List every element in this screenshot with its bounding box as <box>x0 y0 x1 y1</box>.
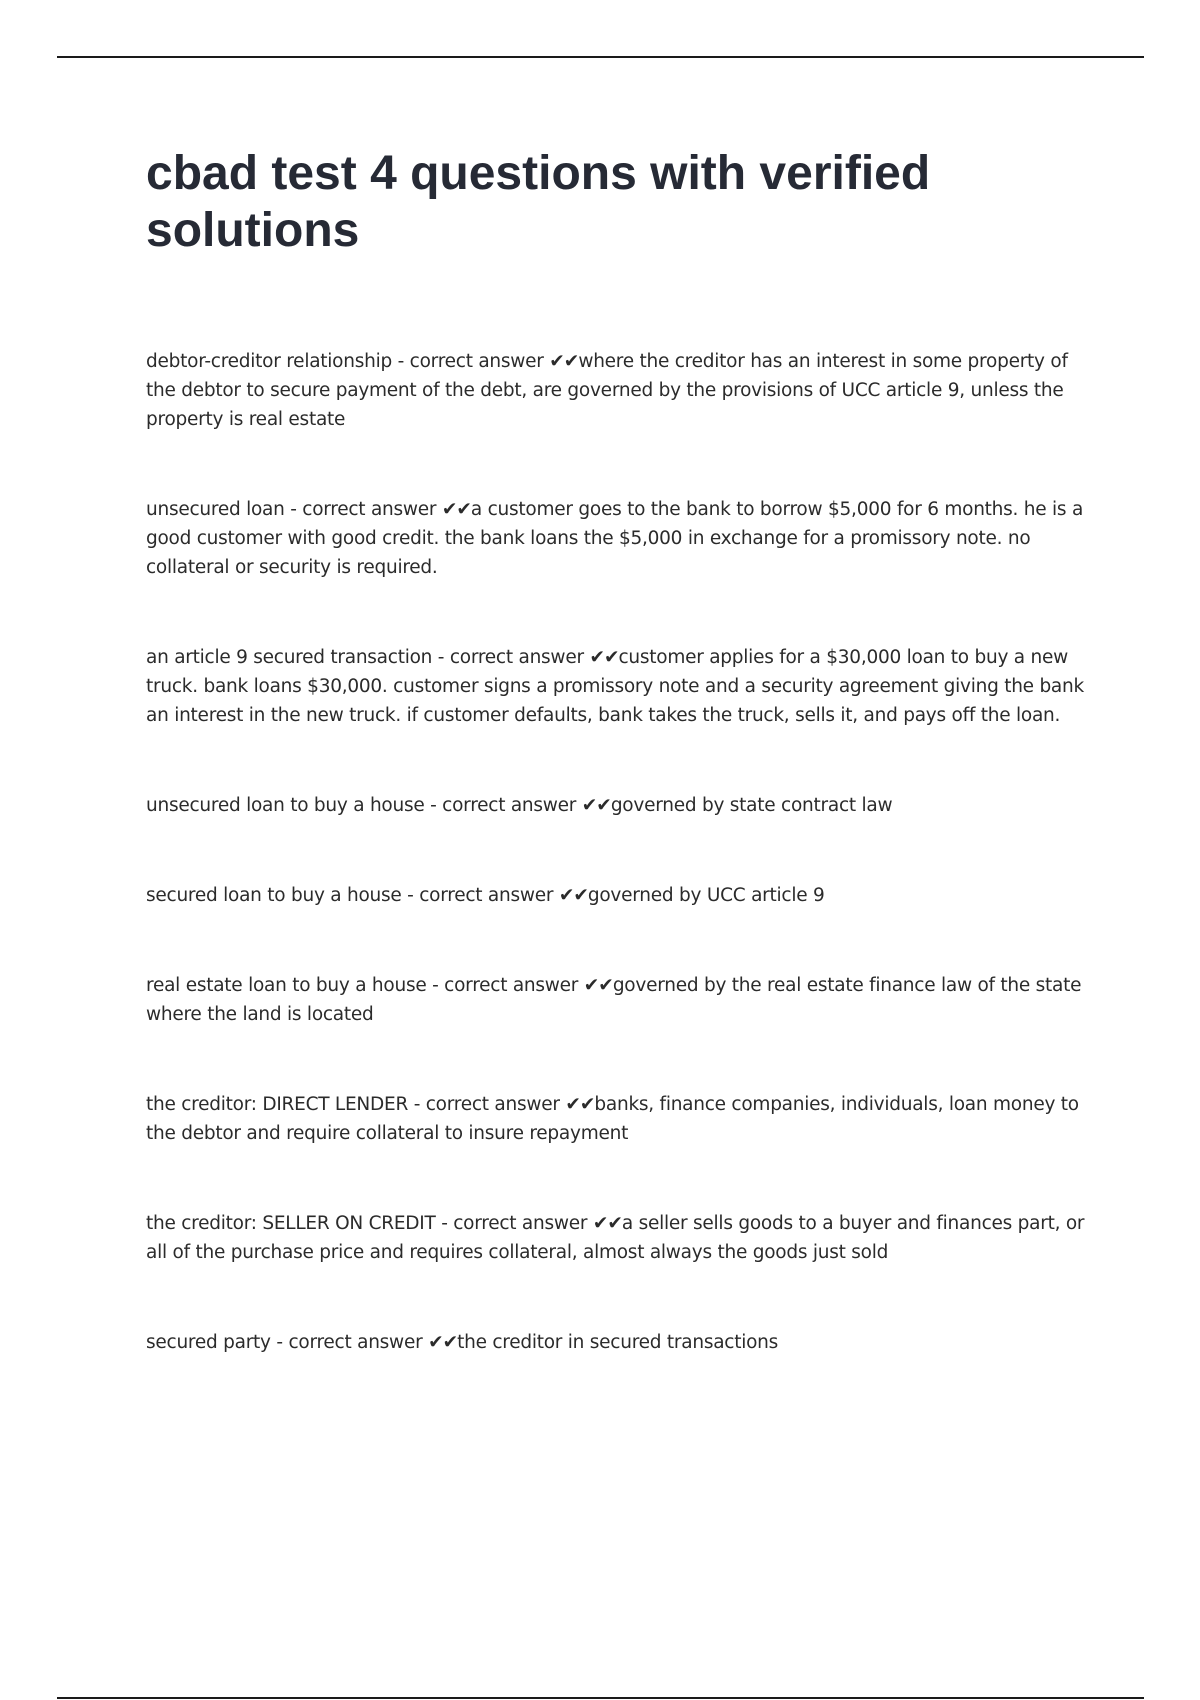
qa-term: real estate loan to buy a house <box>146 975 427 996</box>
double-check-icon: ✔✔ <box>589 647 619 668</box>
qa-answer-label: correct answer <box>409 351 544 372</box>
qa-answer-label: correct answer <box>302 499 437 520</box>
double-check-icon: ✔✔ <box>441 499 471 520</box>
qa-answer: the creditor in secured transactions <box>457 1332 779 1353</box>
qa-term: secured party <box>146 1332 271 1353</box>
qa-answer: governed by UCC article 9 <box>587 885 825 906</box>
qa-item <box>146 971 1086 1029</box>
double-check-icon: ✔✔ <box>428 1332 458 1353</box>
document-title: cbad test 4 questions with verified solutions <box>146 147 931 257</box>
qa-list <box>146 347 1086 1357</box>
qa-term: unsecured loan <box>146 499 285 520</box>
qa-term: unsecured loan to buy a house <box>146 795 425 816</box>
qa-answer-label: correct answer <box>425 1094 560 1115</box>
qa-answer: where the creditor has an interest in some property of the debtor to secure payment of the debt, are governed by the provisions of UCC article 9, unless the property is real estate <box>146 351 1068 430</box>
qa-separator: - <box>391 351 410 372</box>
qa-item <box>146 1328 1086 1357</box>
qa-answer: banks, finance companies, individuals, loan money to the debtor and require collateral to insure repayment <box>146 1094 1079 1144</box>
qa-answer: a seller sells goods to a buyer and finances part, or all of the purchase price and requires collateral, almost always the goods just sold <box>146 1213 1085 1263</box>
qa-separator: - <box>284 499 303 520</box>
double-check-icon: ✔✔ <box>581 795 611 816</box>
qa-separator: - <box>432 647 450 668</box>
qa-separator: - <box>401 885 420 906</box>
qa-term: secured loan to buy a house <box>146 885 402 906</box>
qa-item <box>146 791 1086 820</box>
qa-item <box>146 643 1086 730</box>
qa-answer-label: correct answer <box>419 885 554 906</box>
qa-term: debtor-creditor relationship <box>146 351 392 372</box>
qa-term: an article 9 secured transaction <box>146 647 433 668</box>
qa-separator: - <box>435 1213 454 1234</box>
qa-term: the creditor: DIRECT LENDER <box>146 1094 409 1115</box>
qa-separator: - <box>424 795 443 816</box>
qa-answer: governed by the real estate finance law of the state where the land is located <box>146 975 1082 1025</box>
qa-item <box>146 1090 1086 1148</box>
qa-answer-label: correct answer <box>453 1213 588 1234</box>
qa-item <box>146 347 1086 434</box>
qa-item <box>146 495 1086 582</box>
bottom-rule <box>57 1697 1144 1699</box>
qa-separator: - <box>408 1094 426 1115</box>
qa-separator: - <box>426 975 445 996</box>
qa-answer: customer applies for a $30,000 loan to buy a new truck. bank loans $30,000. customer signs a promissory note and a security agreement giving the bank an interest in the new truck. if customer defaults, bank takes the truck, sells it, and pays off the loan. <box>146 647 1084 726</box>
double-check-icon: ✔✔ <box>558 885 588 906</box>
top-rule <box>57 56 1144 58</box>
double-check-icon: ✔✔ <box>549 351 579 372</box>
qa-answer-label: correct answer <box>288 1332 423 1353</box>
qa-term: the creditor: SELLER ON CREDIT <box>146 1213 436 1234</box>
qa-answer: governed by state contract law <box>610 795 893 816</box>
double-check-icon: ✔✔ <box>592 1213 622 1234</box>
qa-separator: - <box>270 1332 289 1353</box>
double-check-icon: ✔✔ <box>583 975 613 996</box>
qa-item <box>146 881 1086 910</box>
qa-answer-label: correct answer <box>444 975 579 996</box>
qa-answer-label: correct answer <box>442 795 577 816</box>
qa-answer-label: correct answer <box>449 647 584 668</box>
qa-answer: a customer goes to the bank to borrow $5,000 for 6 months. he is a good customer with good credit. the bank loans the $5,000 in exchange for a promissory note. no collateral or security is required. <box>146 499 1084 578</box>
double-check-icon: ✔✔ <box>565 1094 595 1115</box>
qa-item <box>146 1209 1086 1267</box>
